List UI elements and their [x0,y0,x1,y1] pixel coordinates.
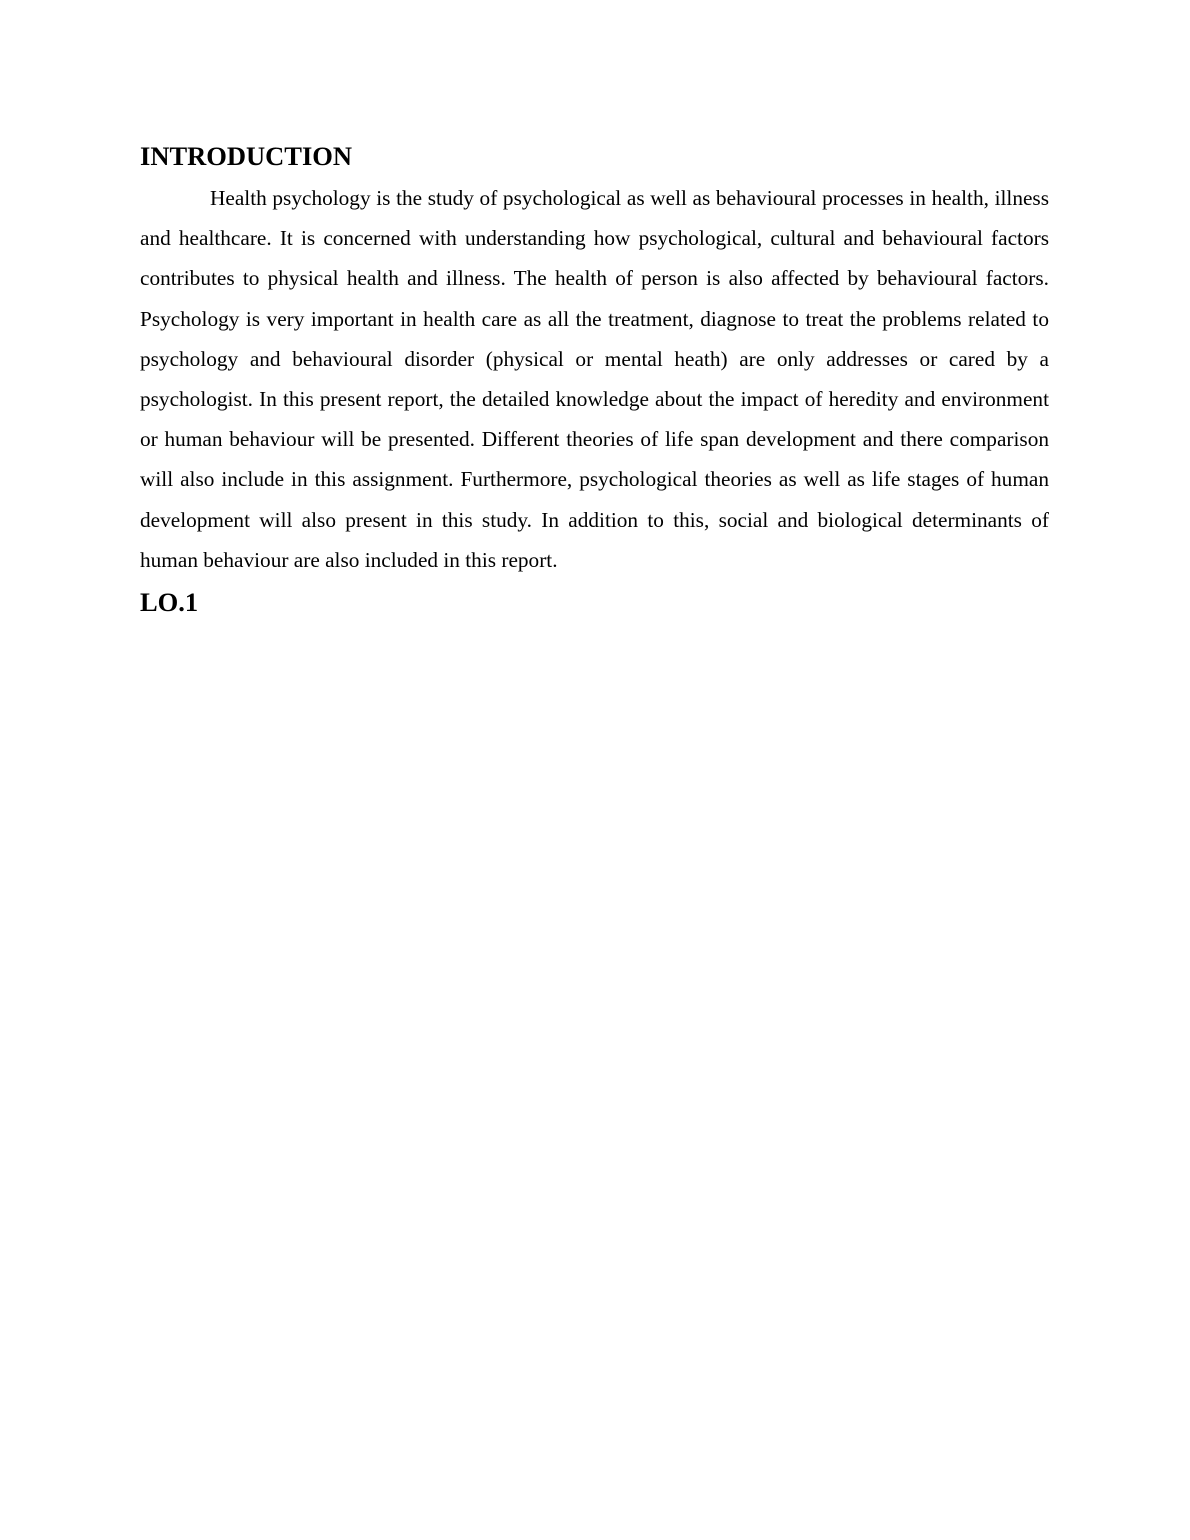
page-content [140,138,1049,620]
introduction-paragraph: Health psychology is the study of psychological as well as behavioural processes in health, illness and healthcare. It is concerned with understanding how psychological, cultural and behavioural factors contributes to physical health and illness. The health of person is also affected by behavioural factors. Psychology is very important in health care as all the treatment, diagnose to treat the problems related to psychology and behavioural disorder (physical or mental heath) are only addresses or cared by a psychologist. In this present report, the detailed knowledge about the impact of heredity and environment or human behaviour will be presented. Different theories of life span development and there comparison will also include in this assignment. Furthermore, psychological theories as well as life stages of human development will also present in this study. In addition to this, social and biological determinants of human behaviour are also included in this report. [140,186,1049,572]
section-heading-introduction: INTRODUCTION [140,141,353,171]
section-heading-lo1: LO.1 [140,587,199,618]
